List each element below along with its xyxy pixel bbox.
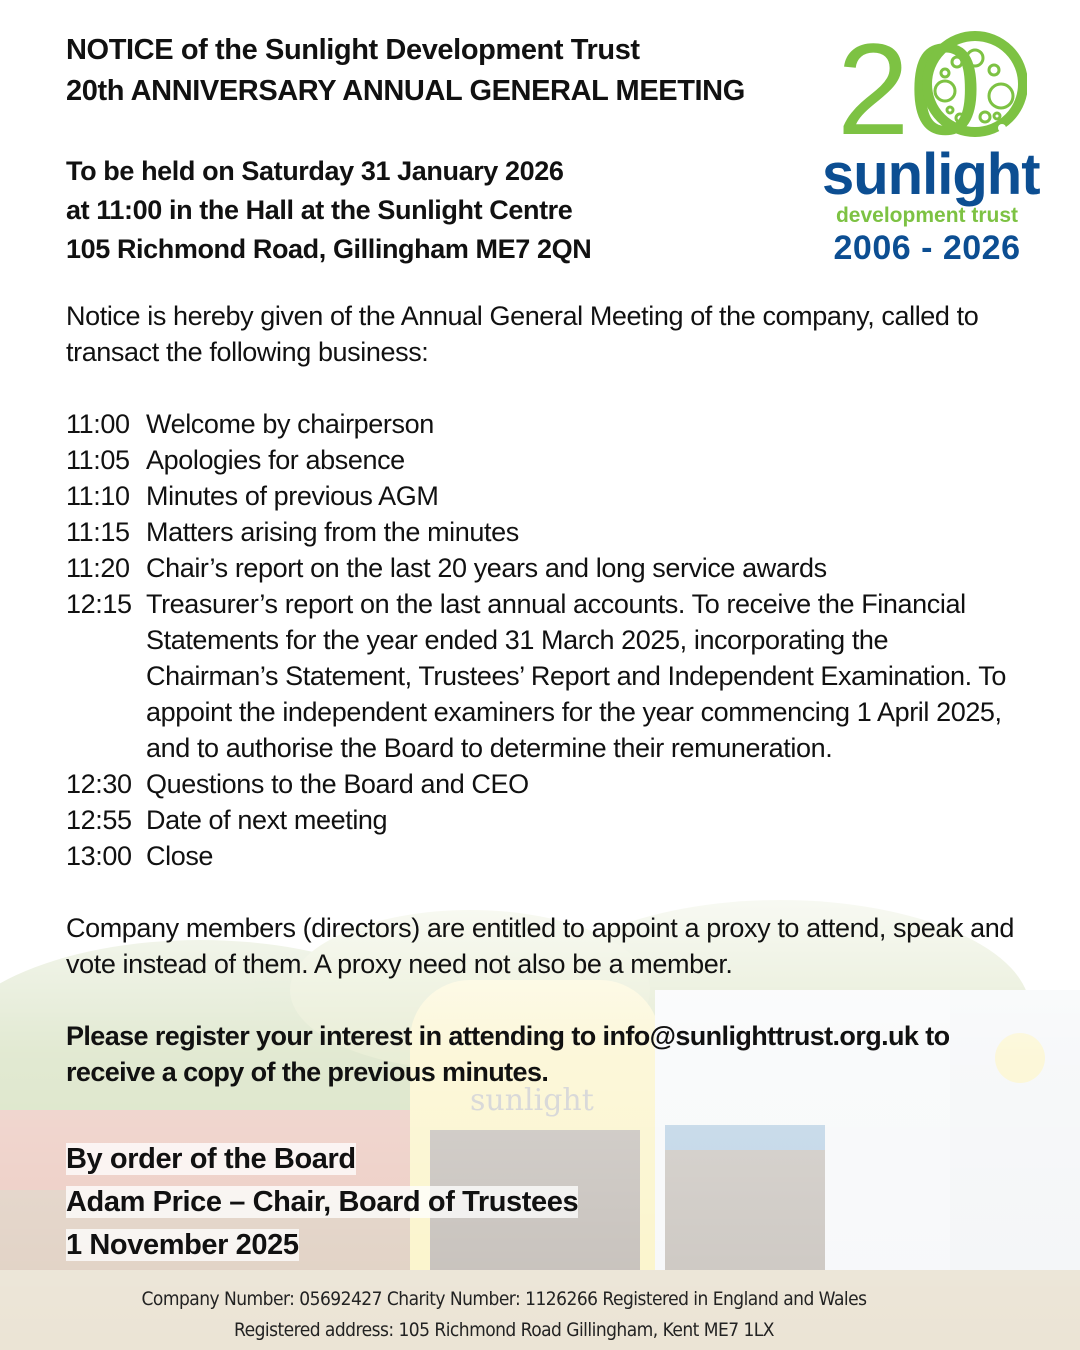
- svg-text:20: 20: [837, 28, 982, 140]
- proxy-text: Company members (directors) are entitled to appoint a proxy to attend, speak and vote instead of them. A proxy need not also be a member.: [66, 913, 1015, 979]
- notice-title: [66, 30, 745, 112]
- agenda-time: 12:30: [66, 769, 132, 799]
- signature-block: [66, 1138, 578, 1267]
- agenda-item: [66, 550, 1016, 586]
- agenda-text: Questions to the Board and CEO: [146, 769, 529, 799]
- venue-time-place: at 11:00 in the Hall at the Sunlight Centre: [66, 195, 573, 225]
- register-text: Please register your interest in attending to info@sunlighttrust.org.uk to receive a copy of the previous minutes.: [66, 1021, 950, 1087]
- agenda-item: [66, 478, 1016, 514]
- agenda-time: 11:00: [66, 409, 130, 439]
- logo-subtitle: development trust: [835, 204, 1019, 227]
- title-line-2: 20th ANNIVERSARY ANNUAL GENERAL MEETING: [66, 75, 745, 107]
- agenda-item: [66, 586, 1016, 766]
- agenda-item: [66, 838, 1016, 874]
- anniversary-20-icon: [827, 28, 1027, 140]
- agenda-text: Matters arising from the minutes: [146, 517, 519, 547]
- agenda-time: 11:05: [66, 445, 130, 475]
- agenda-text: Welcome by chairperson: [146, 409, 434, 439]
- agenda-time: 11:10: [66, 481, 130, 511]
- venue-date: To be held on Saturday 31 January 2026: [66, 156, 564, 186]
- logo-years: 2006 - 2026: [833, 229, 1021, 267]
- footer-address: Registered address: 105 Richmond Road Gillingham, Kent ME7 1LX: [234, 1319, 774, 1341]
- agenda-text: Close: [146, 841, 214, 871]
- meeting-venue: [66, 152, 591, 269]
- agenda-text: Treasurer’s report on the last annual accounts. To receive the Financial Statements for the year ended 31 March 2025, incorporating the Chairman’s Statement, Trustees’ Report and Independent Examination. To appoint the independent examiners for the year commencing 1 April 2025, and to authorise the Board to determine their remuneration.: [146, 589, 1007, 763]
- logo-name: sunlight: [822, 142, 1040, 207]
- agenda-time: 12:15: [66, 589, 132, 619]
- agenda-item: [66, 442, 1016, 478]
- footer-company-info: Company Number: 05692427 Charity Number: 1126266 Registered in England and Wales: [141, 1288, 867, 1310]
- agenda-item: [66, 514, 1016, 550]
- agenda-time: 13:00: [66, 841, 132, 871]
- signature-order: By order of the Board: [66, 1143, 356, 1175]
- signature-name: Adam Price – Chair, Board of Trustees: [66, 1186, 579, 1218]
- agenda-time: 11:15: [66, 517, 130, 547]
- agenda-time: 12:55: [66, 805, 132, 835]
- venue-address: 105 Richmond Road, Gillingham ME7 2QN: [66, 234, 592, 264]
- agenda-item: [66, 766, 1016, 802]
- agenda-text: Apologies for absence: [146, 445, 405, 475]
- title-line-1: NOTICE of the Sunlight Development Trust: [66, 34, 640, 66]
- agenda-item: [66, 406, 1016, 442]
- agenda-text: Date of next meeting: [146, 805, 388, 835]
- agenda-time: 11:20: [66, 553, 130, 583]
- intro-text: Notice is hereby given of the Annual General Meeting of the company, called to transact the following business:: [66, 301, 979, 367]
- background-sign-text: sunlight: [470, 1083, 594, 1118]
- agenda-item: [66, 802, 1016, 838]
- agenda-text: Minutes of previous AGM: [146, 481, 439, 511]
- agenda-list: [66, 406, 1016, 874]
- signature-date: 1 November 2025: [66, 1229, 299, 1261]
- agenda-text: Chair’s report on the last 20 years and long service awards: [146, 553, 827, 583]
- sunlight-20-logo: [822, 28, 1040, 267]
